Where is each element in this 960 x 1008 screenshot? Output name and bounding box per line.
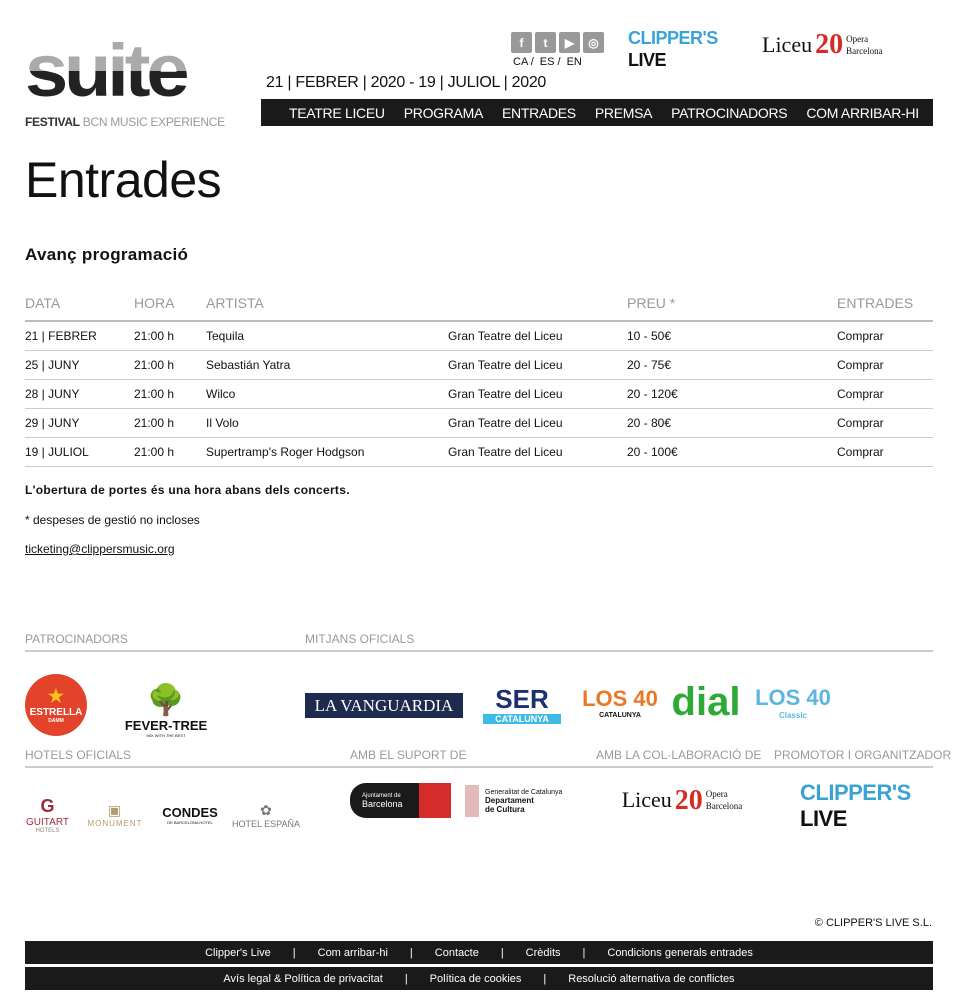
- row-date: 19 | JULIOL: [25, 437, 134, 466]
- footer-link-avis-legal[interactable]: Avís legal & Política de privacitat: [223, 972, 383, 985]
- divider: [25, 650, 933, 652]
- fever-tree-logo[interactable]: 🌳 FEVER-TREE MIX WITH THE BEST: [124, 684, 208, 738]
- col-data: DATA: [25, 292, 134, 321]
- buy-link[interactable]: Comprar: [837, 437, 933, 466]
- row-price: 20 - 75€: [627, 350, 837, 379]
- ser-catalunya-logo[interactable]: SER CATALUNYA: [483, 682, 561, 726]
- language-switcher: [513, 56, 582, 69]
- row-date: 21 | FEBRER: [25, 321, 134, 350]
- page-title: Entrades: [25, 152, 222, 208]
- footer-link-cookies[interactable]: Política de cookies: [429, 972, 522, 985]
- nav-patrocinadors[interactable]: PATROCINADORS: [671, 104, 788, 121]
- tickets-table: [25, 292, 933, 467]
- row-time: 21:00 h: [134, 408, 206, 437]
- table-row: [25, 321, 933, 350]
- table-row: [25, 350, 933, 379]
- nav-premsa[interactable]: PREMSA: [594, 104, 653, 121]
- footer-link-contacte[interactable]: Contacte: [434, 946, 479, 959]
- row-price: 10 - 50€: [627, 321, 837, 350]
- row-venue: Gran Teatre del Liceu: [448, 350, 627, 379]
- row-date: 29 | JUNY: [25, 408, 134, 437]
- copyright: © CLIPPER'S LIVE S.L.: [814, 917, 932, 929]
- row-artist: Sebastián Yatra: [206, 350, 448, 379]
- row-venue: Gran Teatre del Liceu: [448, 321, 627, 350]
- footer-link-condicions[interactable]: Condicions generals entrades: [607, 946, 753, 959]
- buy-link[interactable]: Comprar: [837, 350, 933, 379]
- buy-link[interactable]: Comprar: [837, 408, 933, 437]
- hotel-espana-logo[interactable]: ✿ HOTEL ESPAÑA: [231, 801, 301, 829]
- monument-hotel-logo[interactable]: ▣ MONUMENT: [87, 802, 143, 828]
- festival-dates: 21 | FEBRER | 2020 - 19 | JULIOL | 2020: [266, 74, 547, 91]
- los40-classic-logo[interactable]: LOS 40 Classic: [755, 684, 831, 720]
- col-entrades: ENTRADES: [837, 292, 933, 321]
- row-time: 21:00 h: [134, 437, 206, 466]
- social-links: [511, 32, 604, 53]
- row-price: 20 - 80€: [627, 408, 837, 437]
- buy-link[interactable]: Comprar: [837, 379, 933, 408]
- row-date: 28 | JUNY: [25, 379, 134, 408]
- row-price: 20 - 120€: [627, 379, 837, 408]
- row-time: 21:00 h: [134, 350, 206, 379]
- condes-hotel-logo[interactable]: CONDES DE BARCELONA HOTEL: [162, 805, 218, 825]
- footer-link-resolucio[interactable]: Resolució alternativa de conflictes: [568, 972, 735, 985]
- support-heading: AMB EL SUPORT DE: [350, 748, 467, 762]
- table-row: [25, 437, 933, 466]
- footer-link-com-arribar-hi[interactable]: Com arribar-hi: [317, 946, 388, 959]
- col-hora: HORA: [134, 292, 206, 321]
- row-artist: Wilco: [206, 379, 448, 408]
- twitter-icon[interactable]: t: [535, 32, 556, 53]
- buy-link[interactable]: Comprar: [837, 321, 933, 350]
- logo-subtitle: FESTIVAL BCN MUSIC EXPERIENCE: [25, 115, 225, 129]
- la-vanguardia-logo[interactable]: LA VANGUARDIA: [305, 693, 463, 718]
- youtube-icon[interactable]: ▶: [559, 32, 580, 53]
- col-preu: PREU *: [627, 292, 837, 321]
- lang-en[interactable]: EN: [566, 56, 582, 68]
- liceu-20-logo[interactable]: Liceu 20 Opera Barcelona: [762, 29, 883, 60]
- lang-es[interactable]: ES /: [539, 56, 561, 68]
- estrella-damm-logo[interactable]: ★ ESTRELLA DAMM: [25, 674, 87, 736]
- hotels-heading: HOTELS OFICIALS: [25, 748, 132, 762]
- row-date: 25 | JUNY: [25, 350, 134, 379]
- lang-ca[interactable]: CA /: [513, 56, 534, 68]
- table-row: [25, 408, 933, 437]
- table-row: [25, 379, 933, 408]
- row-venue: Gran Teatre del Liceu: [448, 408, 627, 437]
- row-time: 21:00 h: [134, 321, 206, 350]
- footer-link-clippers-live[interactable]: Clipper's Live: [205, 946, 271, 959]
- facebook-icon[interactable]: f: [511, 32, 532, 53]
- row-time: 21:00 h: [134, 379, 206, 408]
- instagram-icon[interactable]: ◎: [583, 32, 604, 53]
- row-price: 20 - 100€: [627, 437, 837, 466]
- ajuntament-barcelona-logo[interactable]: Ajuntament de Barcelona: [350, 783, 451, 818]
- sponsors-heading: PATROCINADORS: [25, 632, 128, 646]
- promoter-heading: PROMOTOR I ORGANITZADOR: [774, 748, 952, 762]
- clippers-live-logo-footer[interactable]: CLIPPER'S LIVE: [800, 780, 911, 831]
- suite-festival-logo[interactable]: [25, 28, 230, 130]
- row-artist: Tequila: [206, 321, 448, 350]
- row-artist: Supertramp's Roger Hodgson: [206, 437, 448, 466]
- guitart-hotels-logo[interactable]: G GUITART HOTELS: [26, 796, 69, 834]
- media-heading: MITJANS OFICIALS: [305, 632, 415, 646]
- main-nav: [261, 99, 933, 126]
- los40-catalunya-logo[interactable]: LOS 40 CATALUNYA: [582, 685, 658, 719]
- ticketing-email-link[interactable]: ticketing@clippersmusic.org: [25, 542, 175, 556]
- row-venue: Gran Teatre del Liceu: [448, 379, 627, 408]
- nav-programa[interactable]: PROGRAMA: [403, 104, 483, 121]
- section-title: Avanç programació: [25, 245, 189, 264]
- nav-entrades[interactable]: ENTRADES: [502, 104, 576, 121]
- footer-links-row-2: Avís legal & Política de privacitat | Política de cookies | Resolució alternativa de conflictes: [25, 967, 933, 990]
- clippers-live-logo[interactable]: CLIPPER'S LIVE: [628, 28, 718, 70]
- footer-link-credits[interactable]: Crèdits: [525, 946, 561, 959]
- doors-note: L'obertura de portes és una hora abans dels concerts.: [25, 483, 350, 497]
- row-artist: Il Volo: [206, 408, 448, 437]
- col-artista: ARTISTA: [206, 292, 448, 321]
- logo-text: suite: [25, 28, 240, 114]
- footer-links-row-1: Clipper's Live | Com arribar-hi | Contacte | Crèdits | Condicions generals entrades: [25, 941, 933, 964]
- col-venue: [448, 292, 627, 321]
- nav-teatre-liceu[interactable]: TEATRE LICEU: [289, 104, 385, 121]
- divider: [25, 766, 933, 768]
- generalitat-cultura-logo[interactable]: Generalitat de Catalunya Departament de Cultura: [465, 785, 590, 817]
- row-venue: Gran Teatre del Liceu: [448, 437, 627, 466]
- fees-note: * despeses de gestió no incloses: [25, 513, 200, 527]
- collaboration-heading: AMB LA COL·LABORACIÓ DE: [596, 748, 762, 762]
- liceu-20-logo-footer[interactable]: Liceu 20 Opera Barcelona: [621, 784, 743, 816]
- nav-com-arribar-hi[interactable]: COM ARRIBAR-HI: [806, 104, 919, 121]
- dial-logo[interactable]: dial: [671, 680, 741, 724]
